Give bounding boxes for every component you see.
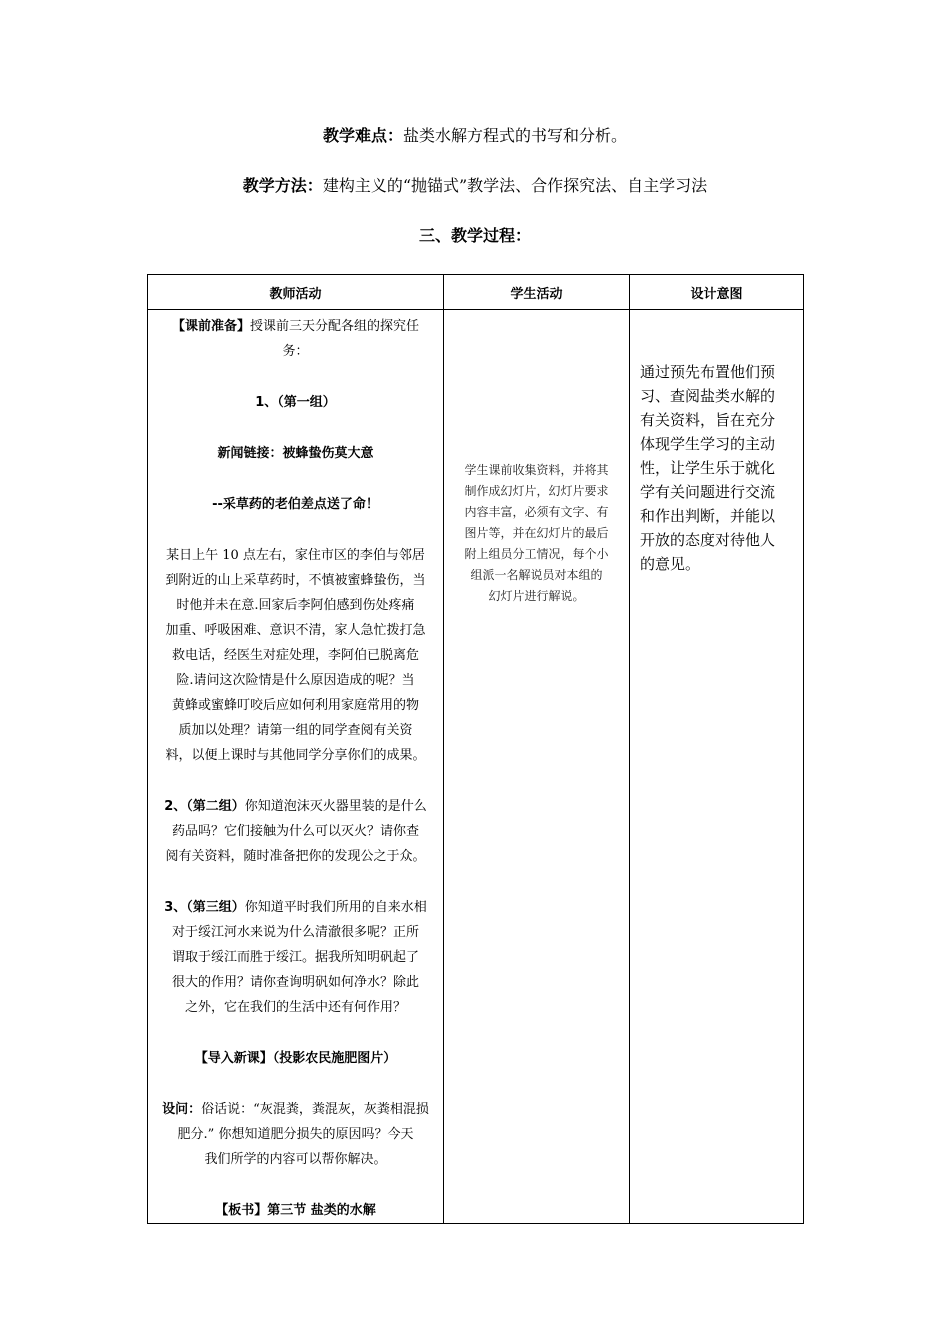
section-title: 三、教学过程：: [418, 226, 531, 245]
group3-line: 你知道平时我们所用的自来水相: [244, 900, 427, 915]
group2-line: 药品吗？它们接触为什么可以灭火？请你查: [171, 824, 419, 839]
group2-paragraph: [157, 794, 434, 869]
difficulty-text: 盐类水解方程式的书写和分析。: [403, 126, 628, 145]
question-paragraph: [157, 1097, 434, 1172]
table-row: [148, 310, 804, 1224]
group2-line: 你知道泡沫灭火器里装的是什么: [244, 799, 427, 814]
method-text: 建构主义的“抛锚式”教学法、合作探究法、自主学习法: [322, 176, 708, 195]
design-intent-cell: [630, 310, 804, 1224]
difficulty-label: 教学难点：: [322, 126, 403, 145]
design-line: 性，让学生乐于就化: [640, 459, 776, 477]
student-line: 内容丰富，必须有文字、有: [464, 505, 609, 519]
design-line: 有关资料，旨在充分: [640, 411, 776, 429]
teaching-difficulty: [0, 126, 950, 146]
group3-label: 3、（第三组）: [164, 900, 245, 915]
story-line: 质加以处理？请第一组的同学查阅有关资: [178, 723, 413, 738]
group3-line: 对于绥江河水来说为什么清澈很多呢？正所: [171, 925, 419, 940]
teaching-process-table: [147, 274, 804, 1224]
group2-line: 阅有关资料，随时准备把你的发现公之于众。: [165, 849, 426, 864]
story-line: 到附近的山上采草药时，不慎被蜜蜂蛰伤，当: [165, 573, 426, 588]
prep-label: 【课前准备】: [171, 319, 250, 334]
question-line: 我们所学的内容可以帮你解决。: [204, 1152, 387, 1167]
story-line: 黄蜂或蜜蜂叮咬后应如何利用家庭常用的物: [171, 698, 419, 713]
prep-paragraph: [157, 314, 434, 364]
story-line: 料，以便上课时与其他同学分享你们的成果。: [165, 748, 426, 763]
design-line: 通过预先布置他们预: [640, 363, 776, 381]
question-label: 设问：: [162, 1102, 202, 1117]
group3-line: 之外，它在我们的生活中还有何作用？: [184, 1000, 406, 1015]
board-label: 【板书】第三节 盐类的水解: [215, 1203, 376, 1218]
group1-title: 1、（第一组）: [255, 395, 336, 410]
teaching-method: [0, 176, 950, 196]
intro-label: 【导入新课】（投影农民施肥图片）: [194, 1051, 397, 1066]
story-line: 某日上午 10 点左右，家住市区的李伯与邻居: [166, 548, 425, 563]
student-activity-cell: [444, 310, 630, 1224]
design-line: 学有关问题进行交流: [640, 483, 776, 501]
column-header-design: 设计意图: [630, 275, 804, 310]
student-line: 附上组员分工情况，每个小: [464, 547, 609, 561]
design-line: 和作出判断，并能以: [640, 507, 776, 525]
question-line: 俗话说：“灰混粪，粪混灰，灰粪相混损: [201, 1102, 429, 1117]
student-line: 幻灯片进行解说。: [488, 589, 585, 603]
design-line: 习、查阅盐类水解的: [640, 387, 776, 405]
news-title: 新闻链接：被蜂蛰伤莫大意: [217, 446, 374, 461]
group3-line: 很大的作用？请你查询明矾如何净水？除此: [171, 975, 419, 990]
design-line: 开放的态度对待他人: [640, 531, 776, 549]
method-label: 教学方法：: [242, 176, 323, 195]
news-subtitle: --采草药的老伯差点送了命！: [212, 497, 379, 512]
column-header-teacher: 教师活动: [148, 275, 444, 310]
student-line: 图片等，并在幻灯片的最后: [464, 526, 609, 540]
student-line: 组派一名解说员对本组的: [470, 568, 603, 582]
column-header-student: 学生活动: [444, 275, 630, 310]
design-line: 体现学生学习的主动: [640, 435, 776, 453]
story-line: 加重、呼吸困难、意识不清，家人急忙拨打急: [165, 623, 426, 638]
question-line: 肥分.” 你想知道肥分损失的原因吗？今天: [177, 1127, 414, 1142]
student-line: 制作成幻灯片，幻灯片要求: [464, 484, 609, 498]
prep-text-1: 授课前三天分配各组的探究任: [250, 319, 420, 334]
student-line: 学生课前收集资料，并将其: [464, 463, 609, 477]
design-line: 的意见。: [640, 555, 701, 573]
group3-line: 谓取于绥江而胜于绥江。据我所知明矾起了: [171, 950, 419, 965]
teacher-activity-cell: [148, 310, 444, 1224]
table-header-row: [148, 275, 804, 310]
prep-text-2: 务：: [282, 344, 309, 359]
group3-paragraph: [157, 895, 434, 1020]
story-line: 时他并未在意.回家后李阿伯感到伤处疼痛: [176, 598, 415, 613]
group2-label: 2、（第二组）: [164, 799, 245, 814]
story-line: 险.请问这次险情是什么原因造成的呢？当: [176, 673, 415, 688]
news-story: [157, 543, 434, 768]
story-line: 救电话，经医生对症处理，李阿伯已脱离危: [171, 648, 419, 663]
